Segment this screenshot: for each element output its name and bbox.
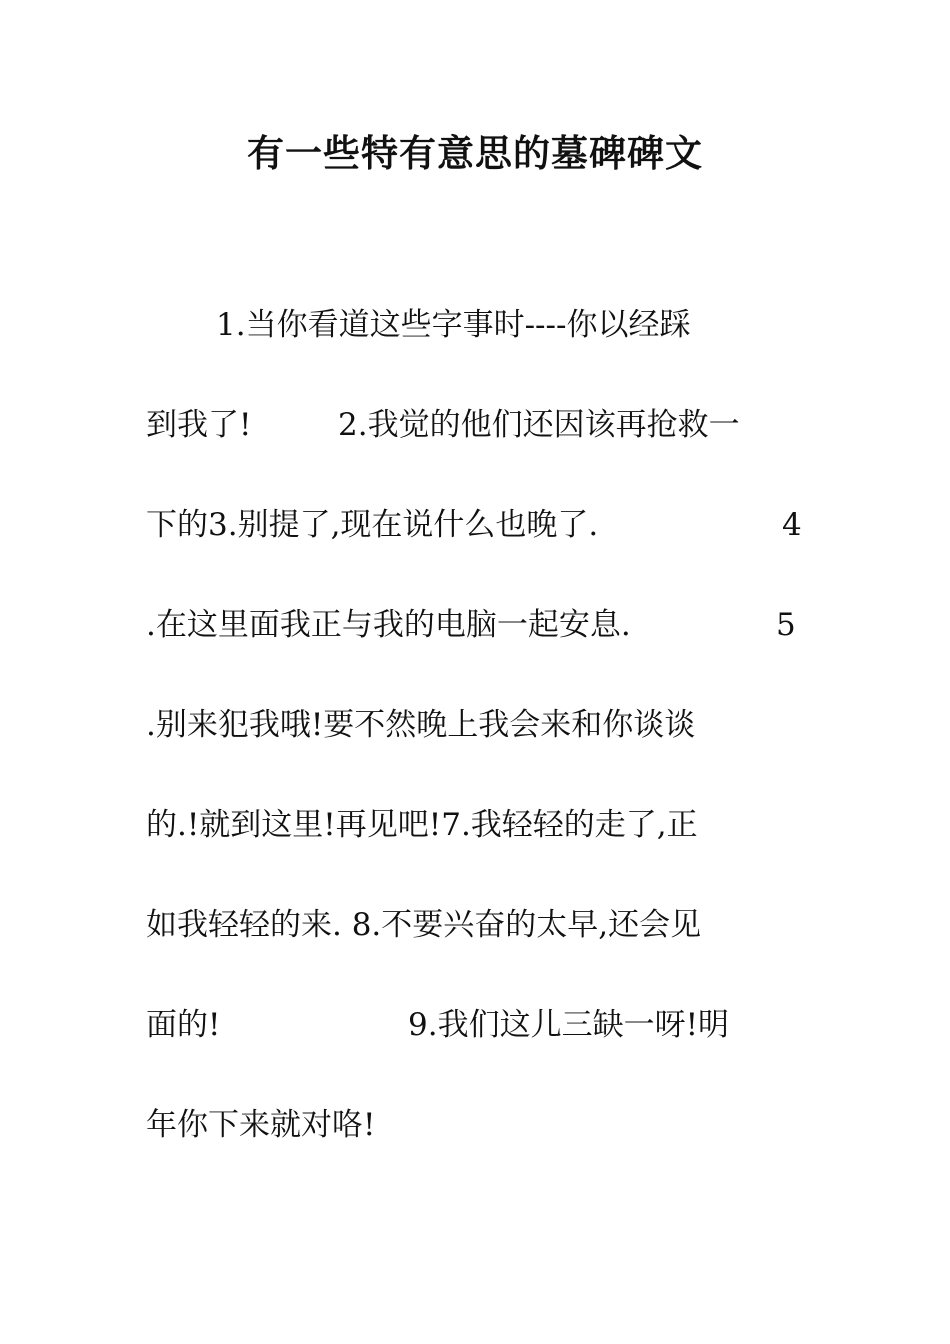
text-line-8-end: 9.我们这儿三缺一呀!明: [408, 1007, 730, 1043]
text-line-2-start: 到我了!: [146, 407, 252, 443]
text-line-5: .别来犯我哦!要不然晚上我会来和你谈谈: [146, 707, 696, 743]
text-line-2-end: 2.我觉的他们还因该再抢救一: [338, 407, 740, 443]
text-line-3-number: 4: [782, 507, 802, 543]
text-line-8-start: 面的!: [146, 1007, 221, 1043]
text-line-4-number: 5: [776, 607, 796, 643]
text-line-7: 如我轻轻的来. 8.不要兴奋的太早,还会见: [146, 907, 702, 943]
document-title: 有一些特有意思的墓碑碑文: [247, 132, 703, 175]
text-line-1: 1.当你看道这些字事时----你以经踩: [216, 307, 691, 343]
text-line-6: 的.!就到这里!再见吧!7.我轻轻的走了,正: [146, 807, 698, 843]
text-line-3: 下的3.别提了,现在说什么也晚了.: [146, 507, 599, 543]
text-line-9: 年你下来就对咯!: [146, 1107, 376, 1143]
text-line-4: .在这里面我正与我的电脑一起安息.: [146, 607, 631, 643]
